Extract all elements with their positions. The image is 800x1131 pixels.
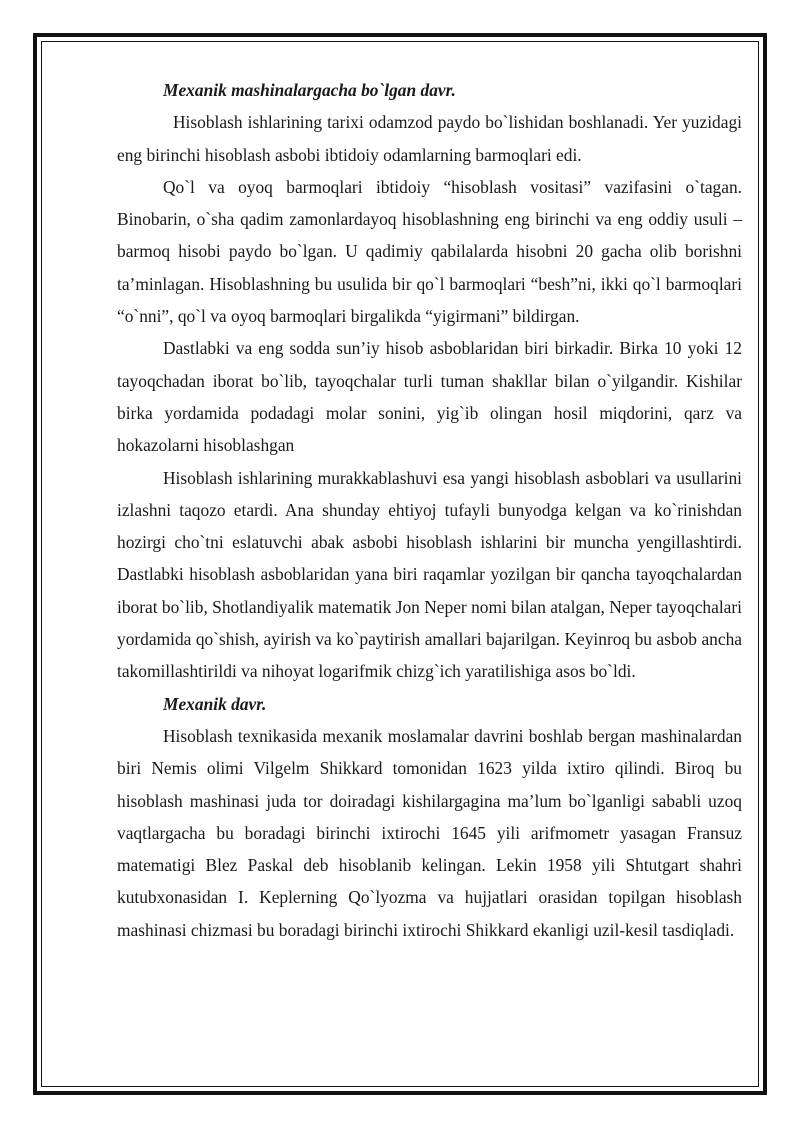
document-body	[117, 74, 742, 946]
paragraph-history-intro: Hisoblash ishlarining tarixi odamzod paydo bo`lishidan boshlanadi. Yer yuzidagi eng birinchi hisoblash asbobi ibtidoiy odamlarning barmoqlari edi.	[117, 112, 742, 165]
paragraph-shikkard: Hisoblash texnikasida mexanik moslamalar davrini boshlab bergan mashinalardan biri Nemis olimi Vilgelm Shikkard tomonidan 1623 yilda ixtiro qilindi. Biroq bu hisoblash mashinasi juda tor doiradagi kishilargagina ma’lum bo`lganligi sababli uzoq vaqtlargacha bu boradagi birinchi ixtirochi 1645 yili arifmometr yasagan Fransuz matematigi Blez Paskal deb hisoblanib kelingan. Lekin 1958 yili Shtutgart shahri kutubxonasidan I. Keplerning Qo`lyozma va hujjatlari orasidan topilgan hisoblash mashinasi chizmasi bu boradagi birinchi ixtirochi Shikkard ekanligi uzil-kesil tasdiqladi.	[117, 725, 742, 940]
section-heading-mechanical: Mexanik davr.	[163, 693, 267, 714]
paragraph-birka: Dastlabki va eng sodda sun’iy hisob asboblaridan biri birkadir. Birka 10 yoki 12 tayoqchadan iborat bo`lib, tayoqchalar turli tuman shakllar bilan o`yilgandir. Kishilar birka yordamida podadagi molar sonini, yig`ib olingan hosil miqdorini, qarz va hokazolarni hisoblashgan	[117, 338, 742, 456]
paragraph-abak-neper: Hisoblash ishlarining murakkablashuvi esa yangi hisoblash asboblari va usullarini izlashni taqozo etardi. Ana shunday ehtiyoj tufayli bunyodga kelgan va ko`rinishdan hozirgi cho`tni eslatuvchi abak asbobi hisoblash ishlarini bir muncha yengillashtirdi. Dastlabki hisoblash asboblaridan yana biri raqamlar yozilgan bir qancha tayoqchalardan iborat bo`lib, Shotlandiyalik matematik Jon Neper nomi bilan atalgan, Neper tayoqchalari yordamida qo`shish, ayirish va ko`paytirish amallari bajarilgan. Keyinroq bu asbob ancha takomillashtirildi va nihoyat logarifmik chizg`ich yaratilishiga asos bo`ldi.	[117, 467, 742, 682]
paragraph-finger-counting: Qo`l va oyoq barmoqlari ibtidoiy “hisoblash vositasi” vazifasini o`tagan. Binobarin, o`sha qadim zamonlardayoq hisoblashning eng birinchi va eng oddiy usuli – barmoq hisobi paydo bo`lgan. U qadimiy qabilalarda hisobni 20 gacha olib borishni ta’minlagan. Hisoblashning bu usulida bir qo`l barmoqlari “besh”ni, ikki qo`l barmoqlari “o`nni”, qo`l va oyoq barmoqlari birgalikda “yigirmani” bildirgan.	[117, 176, 742, 327]
section-heading-pre-mechanical: Mexanik mashinalargacha bo`lgan davr.	[163, 80, 456, 100]
